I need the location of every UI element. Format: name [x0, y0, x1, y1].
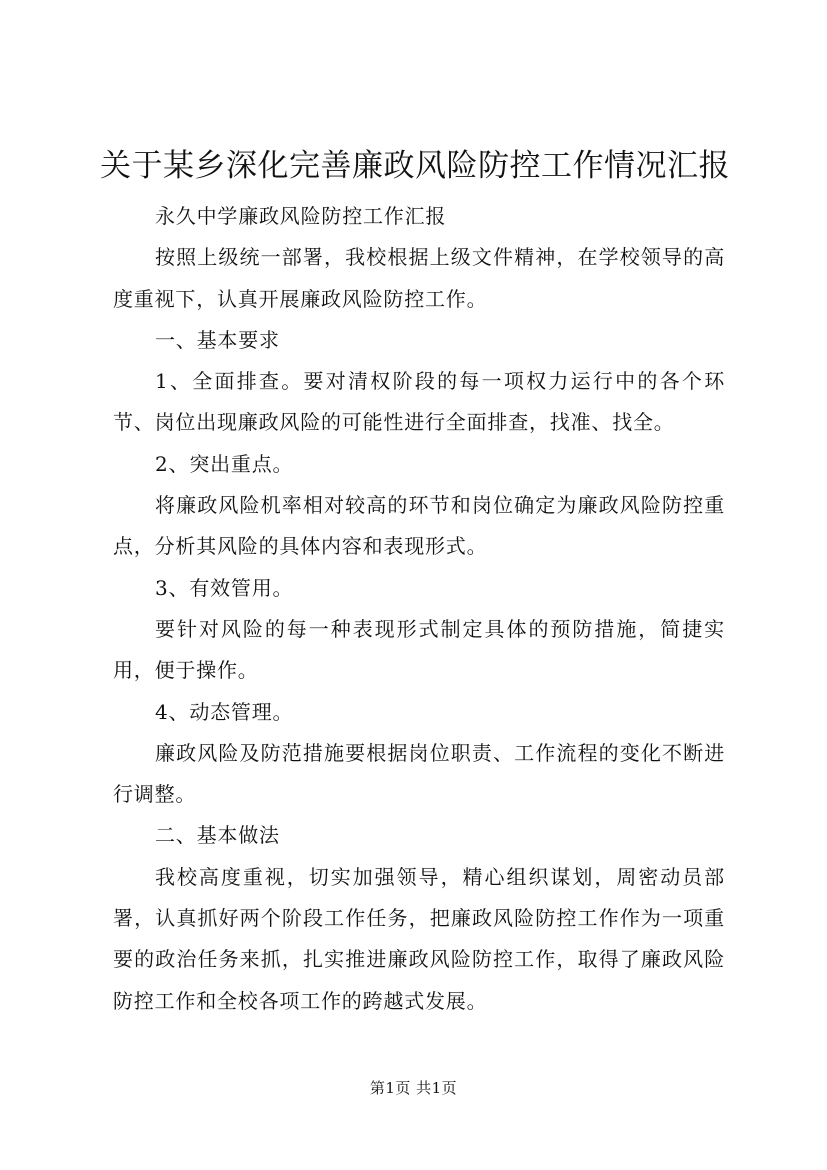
paragraph-item-1: 1、全面排查。要对清权阶段的每一项权力运行中的各个环节、岗位出现廉政风险的可能性进行全面排查，找准、找全。 [113, 369, 725, 435]
paragraph-item-2-body: 将廉政风险机率相对较高的环节和岗位确定为廉政风险防控重点，分析其风险的具体内容和表现形式。 [113, 493, 725, 559]
paragraph-practices-body: 我校高度重视，切实加强领导，精心组织谋划，周密动员部署，认真抓好两个阶段工作任务，把廉政风险防控工作作为一项重要的政治任务来抓，扎实推进廉政风险防控工作，取得了廉政风险防控工作和全校各项工作的跨越式发展。 [113, 864, 725, 1013]
paragraph-item-2-heading: 2、突出重点。 [155, 451, 294, 476]
page-footer: 第1页 共1页 [369, 1079, 458, 1097]
paragraph-item-3-body: 要针对风险的每一种表现形式制定具体的预防措施，简捷实用，便于操作。 [113, 616, 725, 683]
paragraph-item-3-heading: 3、有效管用。 [155, 575, 294, 600]
paragraph-item-4-heading: 4、动态管理。 [155, 699, 294, 724]
paragraph-subtitle: 永久中学廉政风险防控工作汇报 [155, 204, 447, 228]
section-heading-basic-practices: 二、基本做法 [155, 823, 280, 848]
paragraph-intro: 按照上级统一部署，我校根据上级文件精神，在学校领导的高度重视下，认真开展廉政风险防控工作。 [113, 245, 725, 311]
document-title: 关于某乡深化完善廉政风险防控工作情况汇报 [100, 148, 730, 184]
paragraph-item-4-body: 廉政风险及防范措施要根据岗位职责、工作流程的变化不断进行调整。 [113, 740, 725, 807]
section-heading-basic-requirements: 一、基本要求 [155, 327, 280, 352]
document-body [113, 196, 725, 1022]
